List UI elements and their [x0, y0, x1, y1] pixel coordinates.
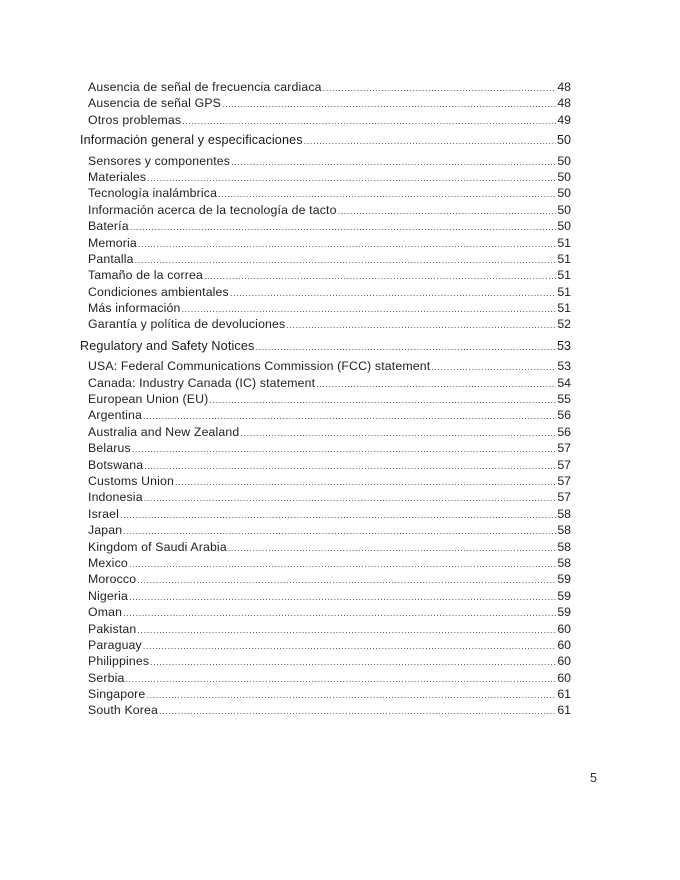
- toc-entry-page: 50: [557, 202, 571, 217]
- dot-leader: [130, 219, 557, 235]
- toc-entry[interactable]: [80, 604, 571, 620]
- toc-entry[interactable]: [80, 621, 571, 637]
- dot-leader: [338, 203, 557, 219]
- toc-entry[interactable]: [80, 457, 571, 473]
- toc-entry-page: 58: [557, 523, 571, 538]
- dot-leader: [181, 301, 556, 317]
- dot-leader: [129, 556, 556, 572]
- toc-entry[interactable]: [80, 407, 571, 423]
- toc-entry-title: Regulatory and Safety Notices: [80, 338, 255, 353]
- toc-entry-page: 58: [557, 555, 571, 570]
- toc-entry-title: Morocco: [88, 572, 137, 587]
- toc-entry-title: Garantía y política de devoluciones: [88, 317, 286, 332]
- toc-entry-title: Kingdom of Saudi Arabia: [88, 539, 227, 554]
- toc-entry-page: 60: [557, 621, 571, 636]
- toc-entry-page: 61: [557, 703, 571, 718]
- toc-entry-title: Pakistan: [88, 621, 137, 636]
- toc-entry-title: Tamaño de la correa: [88, 268, 203, 283]
- toc-entry[interactable]: [80, 588, 571, 604]
- dot-leader: [129, 589, 556, 605]
- toc-entry-title: South Korea: [88, 703, 159, 718]
- dot-leader: [209, 392, 556, 408]
- table-of-contents: [80, 79, 571, 719]
- toc-entry-page: 50: [557, 186, 571, 201]
- toc-entry[interactable]: [80, 571, 571, 587]
- toc-entry-page: 49: [557, 112, 571, 127]
- toc-entry-title: Pantalla: [88, 251, 134, 266]
- toc-entry-page: 53: [557, 359, 571, 374]
- toc-entry-page: 60: [557, 637, 571, 652]
- toc-entry[interactable]: [80, 358, 571, 374]
- dot-leader: [143, 638, 556, 654]
- toc-entry[interactable]: [80, 506, 571, 522]
- toc-entry-page: 54: [557, 375, 571, 390]
- toc-entry-title: Información general y especificaciones: [80, 133, 303, 148]
- toc-entry-title: Japan: [88, 523, 123, 538]
- page-number: 5: [590, 771, 597, 785]
- toc-entry-title: Condiciones ambientales: [88, 284, 229, 299]
- toc-entry-page: 57: [557, 457, 571, 472]
- toc-entry-title: Israel: [88, 506, 119, 521]
- dot-leader: [304, 133, 556, 149]
- toc-entry-page: 53: [556, 338, 571, 353]
- toc-entry-title: Memoria: [88, 235, 137, 250]
- toc-entry[interactable]: [80, 473, 571, 489]
- toc-entry[interactable]: [80, 555, 571, 571]
- dot-leader: [182, 113, 556, 129]
- toc-entry[interactable]: [80, 375, 571, 391]
- dot-leader: [123, 523, 556, 539]
- dot-leader: [255, 339, 556, 355]
- toc-entry-title: Mexico: [88, 555, 128, 570]
- dot-leader: [135, 252, 557, 268]
- toc-section-entry[interactable]: [80, 338, 571, 354]
- toc-entry-title: Información acerca de la tecnología de tacto: [88, 202, 337, 217]
- toc-entry-title: Indonesia: [88, 490, 143, 505]
- dot-leader: [286, 317, 556, 333]
- dot-leader: [231, 154, 556, 170]
- toc-entry[interactable]: [80, 391, 571, 407]
- dot-leader: [204, 268, 556, 284]
- toc-entry[interactable]: [80, 489, 571, 505]
- toc-entry[interactable]: [80, 202, 571, 218]
- toc-entry[interactable]: [80, 79, 571, 95]
- toc-entry-page: 59: [557, 605, 571, 620]
- toc-entry-page: 51: [557, 284, 571, 299]
- toc-entry-page: 60: [557, 670, 571, 685]
- toc-entry-page: 52: [557, 317, 571, 332]
- toc-entry-title: Serbia: [88, 670, 125, 685]
- dot-leader: [175, 474, 556, 490]
- toc-entry[interactable]: [80, 153, 571, 169]
- toc-entry[interactable]: [80, 235, 571, 251]
- dot-leader: [323, 80, 557, 96]
- toc-entry-title: Nigeria: [88, 588, 129, 603]
- dot-leader: [316, 376, 556, 392]
- toc-entry-title: Otros problemas: [88, 112, 182, 127]
- toc-entry-page: 57: [557, 441, 571, 456]
- toc-entry-page: 51: [557, 268, 571, 283]
- toc-entry-page: 58: [557, 539, 571, 554]
- toc-entry[interactable]: [80, 424, 571, 440]
- dot-leader: [222, 96, 556, 112]
- toc-entry-title: Australia and New Zealand: [88, 424, 240, 439]
- toc-entry[interactable]: [80, 112, 571, 128]
- toc-entry-title: Canada: Industry Canada (IC) statement: [88, 375, 316, 390]
- toc-entry[interactable]: [80, 539, 571, 555]
- toc-entry-page: 60: [557, 654, 571, 669]
- toc-entry-page: 48: [557, 80, 571, 94]
- toc-entry[interactable]: [80, 316, 571, 332]
- toc-entry[interactable]: [80, 702, 571, 718]
- toc-entry-title: Botswana: [88, 457, 144, 472]
- toc-entry-page: 50: [557, 169, 571, 184]
- toc-entry-page: 51: [557, 301, 571, 316]
- dot-leader: [125, 671, 556, 687]
- dot-leader: [150, 654, 556, 670]
- toc-entry[interactable]: [80, 440, 571, 456]
- toc-entry-page: 50: [556, 133, 571, 148]
- dot-leader: [137, 572, 556, 588]
- toc-entry-title: USA: Federal Communications Commission (FCC) statement: [88, 359, 431, 374]
- toc-entry-page: 56: [557, 424, 571, 439]
- toc-entry-title: Más información: [88, 301, 181, 316]
- dot-leader: [146, 687, 556, 703]
- toc-entry[interactable]: [80, 637, 571, 653]
- toc-entry[interactable]: [80, 267, 571, 283]
- toc-entry-page: 51: [557, 235, 571, 250]
- toc-section-entry[interactable]: [80, 132, 571, 148]
- toc-entry-page: 59: [557, 588, 571, 603]
- toc-entry-title: Customs Union: [88, 473, 175, 488]
- toc-entry[interactable]: [80, 300, 571, 316]
- toc-entry[interactable]: [80, 686, 571, 702]
- toc-entry-title: Tecnología inalámbrica: [88, 186, 218, 201]
- toc-entry-page: 50: [557, 153, 571, 168]
- toc-entry[interactable]: [80, 218, 571, 234]
- toc-entry-page: 48: [557, 96, 571, 111]
- toc-entry-title: Oman: [88, 605, 123, 620]
- toc-entry[interactable]: [80, 284, 571, 300]
- toc-entry-title: Batería: [88, 219, 129, 234]
- dot-leader: [137, 622, 556, 638]
- dot-leader: [218, 186, 556, 202]
- toc-entry-title: Ausencia de señal de frecuencia cardiaca: [88, 80, 322, 94]
- dot-leader: [431, 359, 556, 375]
- dot-leader: [228, 540, 557, 556]
- toc-entry-page: 59: [557, 572, 571, 587]
- dot-leader: [143, 408, 556, 424]
- toc-entry-page: 55: [557, 392, 571, 407]
- toc-entry-page: 57: [557, 473, 571, 488]
- dot-leader: [159, 703, 556, 719]
- dot-leader: [147, 170, 556, 186]
- dot-leader: [123, 605, 556, 621]
- toc-entry[interactable]: [80, 185, 571, 201]
- dot-leader: [138, 236, 556, 252]
- toc-entry-title: Philippines: [88, 654, 150, 669]
- toc-entry-page: 61: [557, 687, 571, 702]
- toc-entry[interactable]: [80, 251, 571, 267]
- toc-entry-title: Materiales: [88, 169, 147, 184]
- toc-entry-title: Sensores y componentes: [88, 153, 231, 168]
- toc-entry-title: Paraguay: [88, 637, 142, 652]
- toc-entry-title: European Union (EU): [88, 392, 209, 407]
- dot-leader: [120, 507, 556, 523]
- toc-entry-page: 50: [557, 219, 571, 234]
- toc-entry-title: Singapore: [88, 687, 146, 702]
- toc-entry[interactable]: [80, 522, 571, 538]
- toc-entry-page: 56: [557, 408, 571, 423]
- dot-leader: [144, 458, 556, 474]
- toc-entry-title: Ausencia de señal GPS: [88, 96, 222, 111]
- toc-entry[interactable]: [80, 670, 571, 686]
- toc-entry-page: 51: [557, 251, 571, 266]
- dot-leader: [144, 490, 557, 506]
- dot-leader: [230, 285, 556, 301]
- toc-entry[interactable]: [80, 653, 571, 669]
- toc-entry-title: Argentina: [88, 408, 142, 423]
- dot-leader: [240, 425, 556, 441]
- dot-leader: [132, 441, 557, 457]
- toc-entry-page: 57: [557, 490, 571, 505]
- toc-entry[interactable]: [80, 95, 571, 111]
- toc-entry-title: Belarus: [88, 441, 131, 456]
- toc-entry-page: 58: [557, 506, 571, 521]
- toc-entry[interactable]: [80, 169, 571, 185]
